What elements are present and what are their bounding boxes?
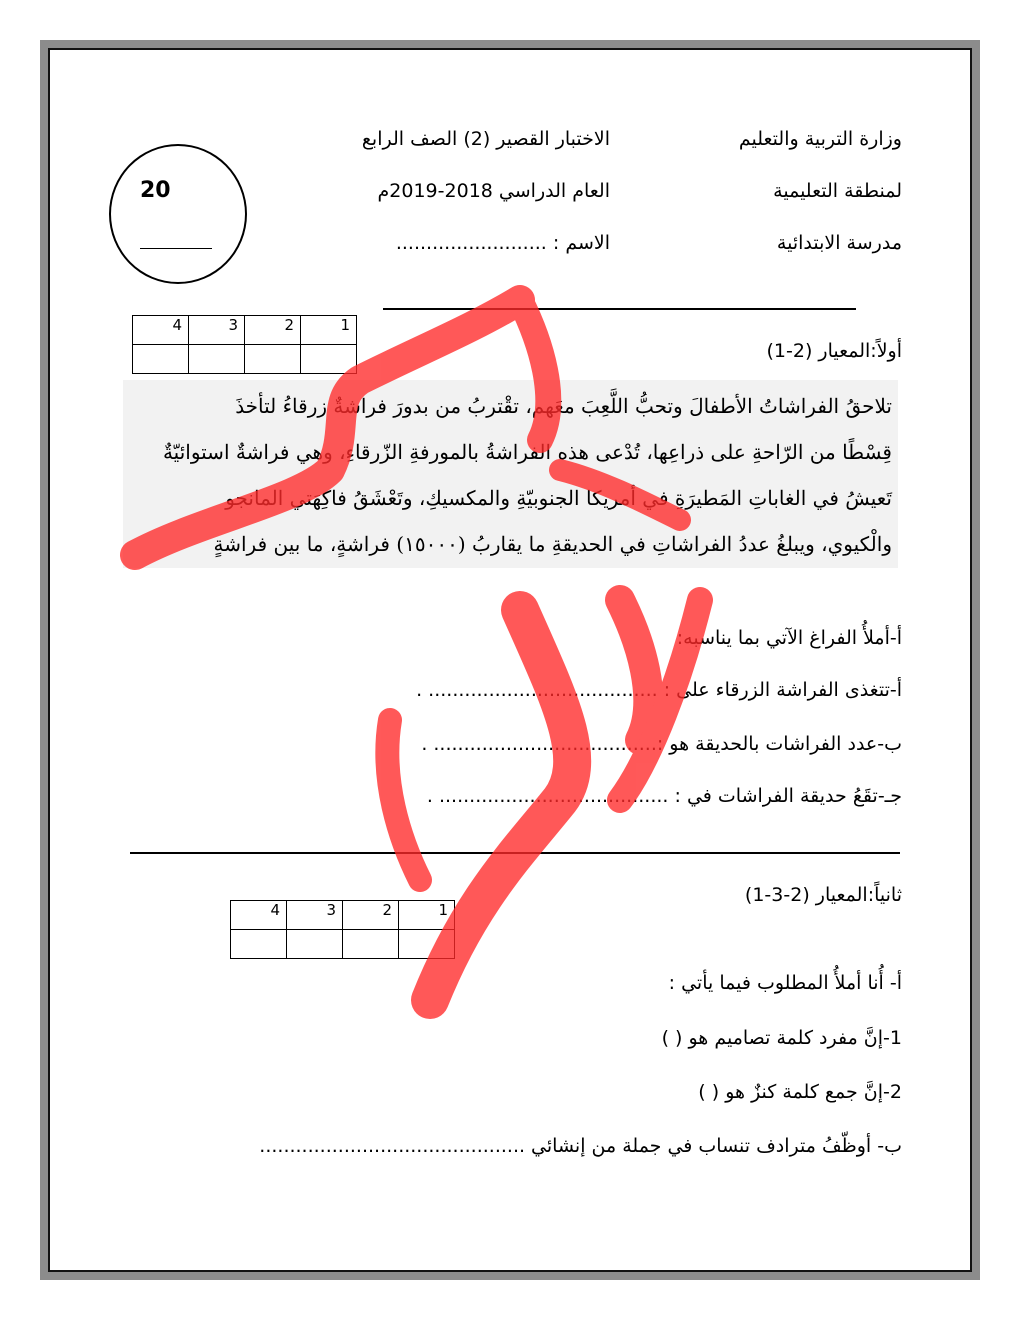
section2-title: ثانياً:المعيار (2-3-1): [744, 884, 902, 906]
question-2c: ب- أوظّفُ مترادف تنساب في جملة من إنشائي ............................................: [259, 1135, 902, 1157]
reading-passage: [123, 380, 898, 568]
grade-col-4: 4: [231, 901, 287, 930]
header-divider: [383, 308, 856, 310]
score-circle: [109, 144, 247, 284]
grade-cell[interactable]: [133, 345, 189, 374]
school-label: مدرسة الابتدائية: [776, 232, 902, 254]
score-total: 20: [140, 178, 171, 203]
score-blank-line: [140, 248, 212, 249]
grade-cell[interactable]: [343, 930, 399, 959]
grade-col-2: 2: [343, 901, 399, 930]
passage-line: تلاحقُ الفراشاتُ الأطفالَ وتحبُّ اللَّعِبَ معَهم، تقْتربُ من بدورَ فراشةٌ زرقاءُ لتأخذَ: [235, 394, 892, 418]
grade-col-3: 3: [189, 316, 245, 345]
grade-col-4: 4: [133, 316, 189, 345]
grade-col-2: 2: [245, 316, 301, 345]
question-1c: جـ-تقَعُ حديقة الفراشات في : ...................................... .: [426, 785, 902, 807]
grade-cell[interactable]: [287, 930, 343, 959]
grade-cell[interactable]: [399, 930, 455, 959]
passage-line: تَعيشُ في الغاباتِ المَطيرَةِ في أمريكا الجنوبيّةِ والمكسيكِ، وتَعْشَقُ فاكِهَتي المانجو: [225, 486, 892, 510]
section2-instruction: أ- أُنا أملأُ المطلوب فيما يأتي :: [668, 972, 902, 994]
section1-title: أولاً:المعيار (2-1): [766, 340, 902, 362]
school-year: العام الدراسي 2018-2019م: [377, 180, 610, 202]
passage-line: قِسْطًا من الرّاحةِ على ذراعِها، تُدْعى هذه الفراشةُ بالمورفةِ الزّرقاءِ، وهي فراشةٌ استوائيّةٌ: [162, 440, 892, 464]
grade-cell[interactable]: [231, 930, 287, 959]
question-1a: أ-تتغذى الفراشة الزرقاء على : ...................................... .: [416, 679, 902, 701]
grade-table-1: [132, 315, 357, 374]
passage-line: والْكيوي، ويبلغُ عددُ الفراشاتِ في الحديقةِ ما يقاربُ (١٥٠٠٠) فراشةٍ، ما بين فراشةٍ: [213, 532, 892, 556]
region-label: لمنطقة التعليمية: [773, 180, 902, 202]
grade-col-1: 1: [399, 901, 455, 930]
grade-cell[interactable]: [189, 345, 245, 374]
question-1b: ب-عدد الفراشات بالحديقة هو :..................................... .: [421, 733, 902, 755]
grade-col-3: 3: [287, 901, 343, 930]
question-2b: 2-إنَّ جمع كلمة كنزٌ هو ( ): [698, 1081, 902, 1103]
ministry-label: وزارة التربية والتعليم: [738, 128, 902, 150]
section-divider: [130, 852, 900, 854]
section1-instruction: أ-أملأُ الفراغ الآتي بما يناسبه:: [676, 627, 902, 649]
grade-table-2: [230, 900, 455, 959]
grade-cell[interactable]: [301, 345, 357, 374]
grade-col-1: 1: [301, 316, 357, 345]
student-name-field: الاسم : .........................: [395, 232, 610, 254]
quiz-title: الاختبار القصير (2) الصف الرابع: [361, 128, 610, 150]
question-2a: 1-إنَّ مفرد كلمة تصاميم هو ( ): [661, 1027, 902, 1049]
grade-cell[interactable]: [245, 345, 301, 374]
